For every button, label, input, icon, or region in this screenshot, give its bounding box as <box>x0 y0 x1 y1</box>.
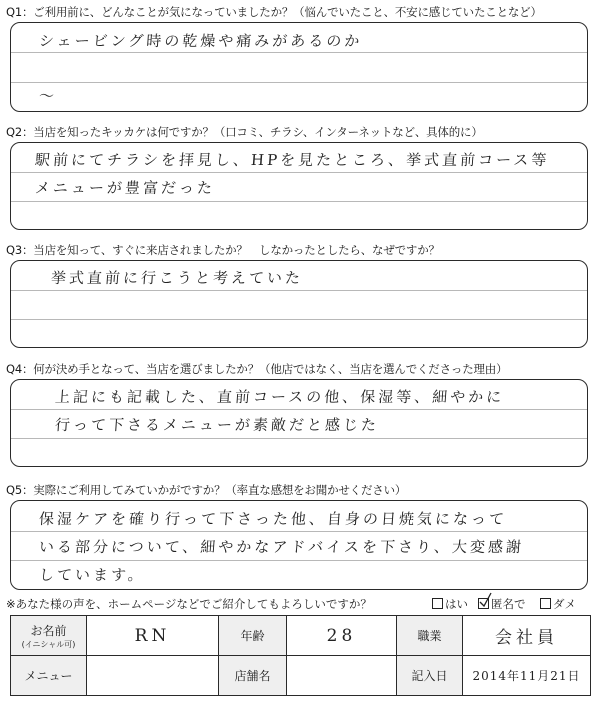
store-value[interactable] <box>287 656 397 696</box>
consent-option-label: 匿名で <box>491 597 526 611</box>
answer-rule <box>11 290 587 291</box>
question-3-label: Q3：当店を知って、すぐに来店されましたか？ しなかったとしたら、なぜですか？ <box>6 243 440 257</box>
answer-3-line-1: 挙式直前に行こうと考えていた <box>50 269 304 287</box>
store-header: 店舗名 <box>219 656 287 696</box>
age-value[interactable]: 28 <box>287 616 397 656</box>
check-mark-icon <box>478 592 492 608</box>
answer-rule <box>11 560 587 561</box>
question-4-label: Q4：何が決め手となって、当店を選びましたか？（他店ではなく、当店を選んでくださった理由） <box>6 362 508 376</box>
job-header: 職業 <box>397 616 463 656</box>
answer-box-2 <box>10 142 588 230</box>
answer-5-line-2: いる部分について、細やかなアドバイスを下さり、大変感謝 <box>38 538 525 556</box>
answer-rule <box>11 438 587 439</box>
answer-rule <box>11 531 587 532</box>
answer-box-5 <box>10 500 588 590</box>
answer-box-3 <box>10 260 588 348</box>
job-value[interactable]: 会社員 <box>463 616 591 656</box>
answer-2-line-2: メニューが豊富だった <box>34 179 216 197</box>
answer-rule <box>11 172 587 173</box>
consent-option-no[interactable] <box>540 596 576 612</box>
name-header: お名前 (イニシャル可) <box>11 616 87 656</box>
menu-header: メニュー <box>11 656 87 696</box>
answer-4-line-2: 行って下さるメニューが素敵だと感じた <box>54 416 380 434</box>
name-value[interactable]: RN <box>87 616 219 656</box>
question-5-label: Q5：実際にご利用してみていかがですか？（率直な感想をお聞かせください） <box>6 483 407 497</box>
checkbox-anonymous[interactable] <box>478 598 489 609</box>
date-header: 記入日 <box>397 656 463 696</box>
question-1-label: Q1：ご利用前に、どんなことが気になっていましたか？（悩んでいたこと、不安に感じていたことなど） <box>6 5 542 19</box>
checkbox-yes[interactable] <box>432 598 443 609</box>
answer-rule <box>11 319 587 320</box>
consent-option-label: ダメ <box>553 597 576 611</box>
answer-1-line-3: 〜 <box>38 87 58 105</box>
respondent-info-table <box>10 615 591 696</box>
answer-box-1 <box>10 22 588 112</box>
date-value[interactable]: 2014年11月21日 <box>463 656 591 696</box>
consent-option-label: はい <box>445 597 468 611</box>
answer-rule <box>11 409 587 410</box>
answer-4-line-1: 上記にも記載した、直前コースの他、保湿等、細やかに <box>54 388 505 406</box>
consent-question: ※あなた様の声を、ホームページなどでご紹介してもよろしいですか？ <box>6 597 372 611</box>
name-sub-label: (イニシャル可) <box>21 639 76 649</box>
answer-box-4 <box>10 379 588 467</box>
answer-5-line-3: しています。 <box>38 566 147 584</box>
answer-rule <box>11 52 587 53</box>
answer-rule <box>11 82 587 83</box>
question-2-label: Q2：当店を知ったキッカケは何ですか？（口コミ、チラシ、インターネットなど、具体的に） <box>6 125 483 139</box>
answer-5-line-1: 保湿ケアを確り行って下さった他、自身の日焼気になって <box>38 510 508 528</box>
menu-value[interactable] <box>87 656 219 696</box>
answer-rule <box>11 201 587 202</box>
checkbox-no[interactable] <box>540 598 551 609</box>
answer-1-line-1: シェービング時の乾燥や痛みがあるのか <box>38 32 364 50</box>
consent-option-anonymous[interactable] <box>478 596 526 612</box>
consent-option-yes[interactable] <box>432 596 468 612</box>
age-header: 年齢 <box>219 616 287 656</box>
answer-2-line-1: 駅前にてチラシを拝見し、HPを見たところ、挙式直前コース等 <box>34 151 551 169</box>
